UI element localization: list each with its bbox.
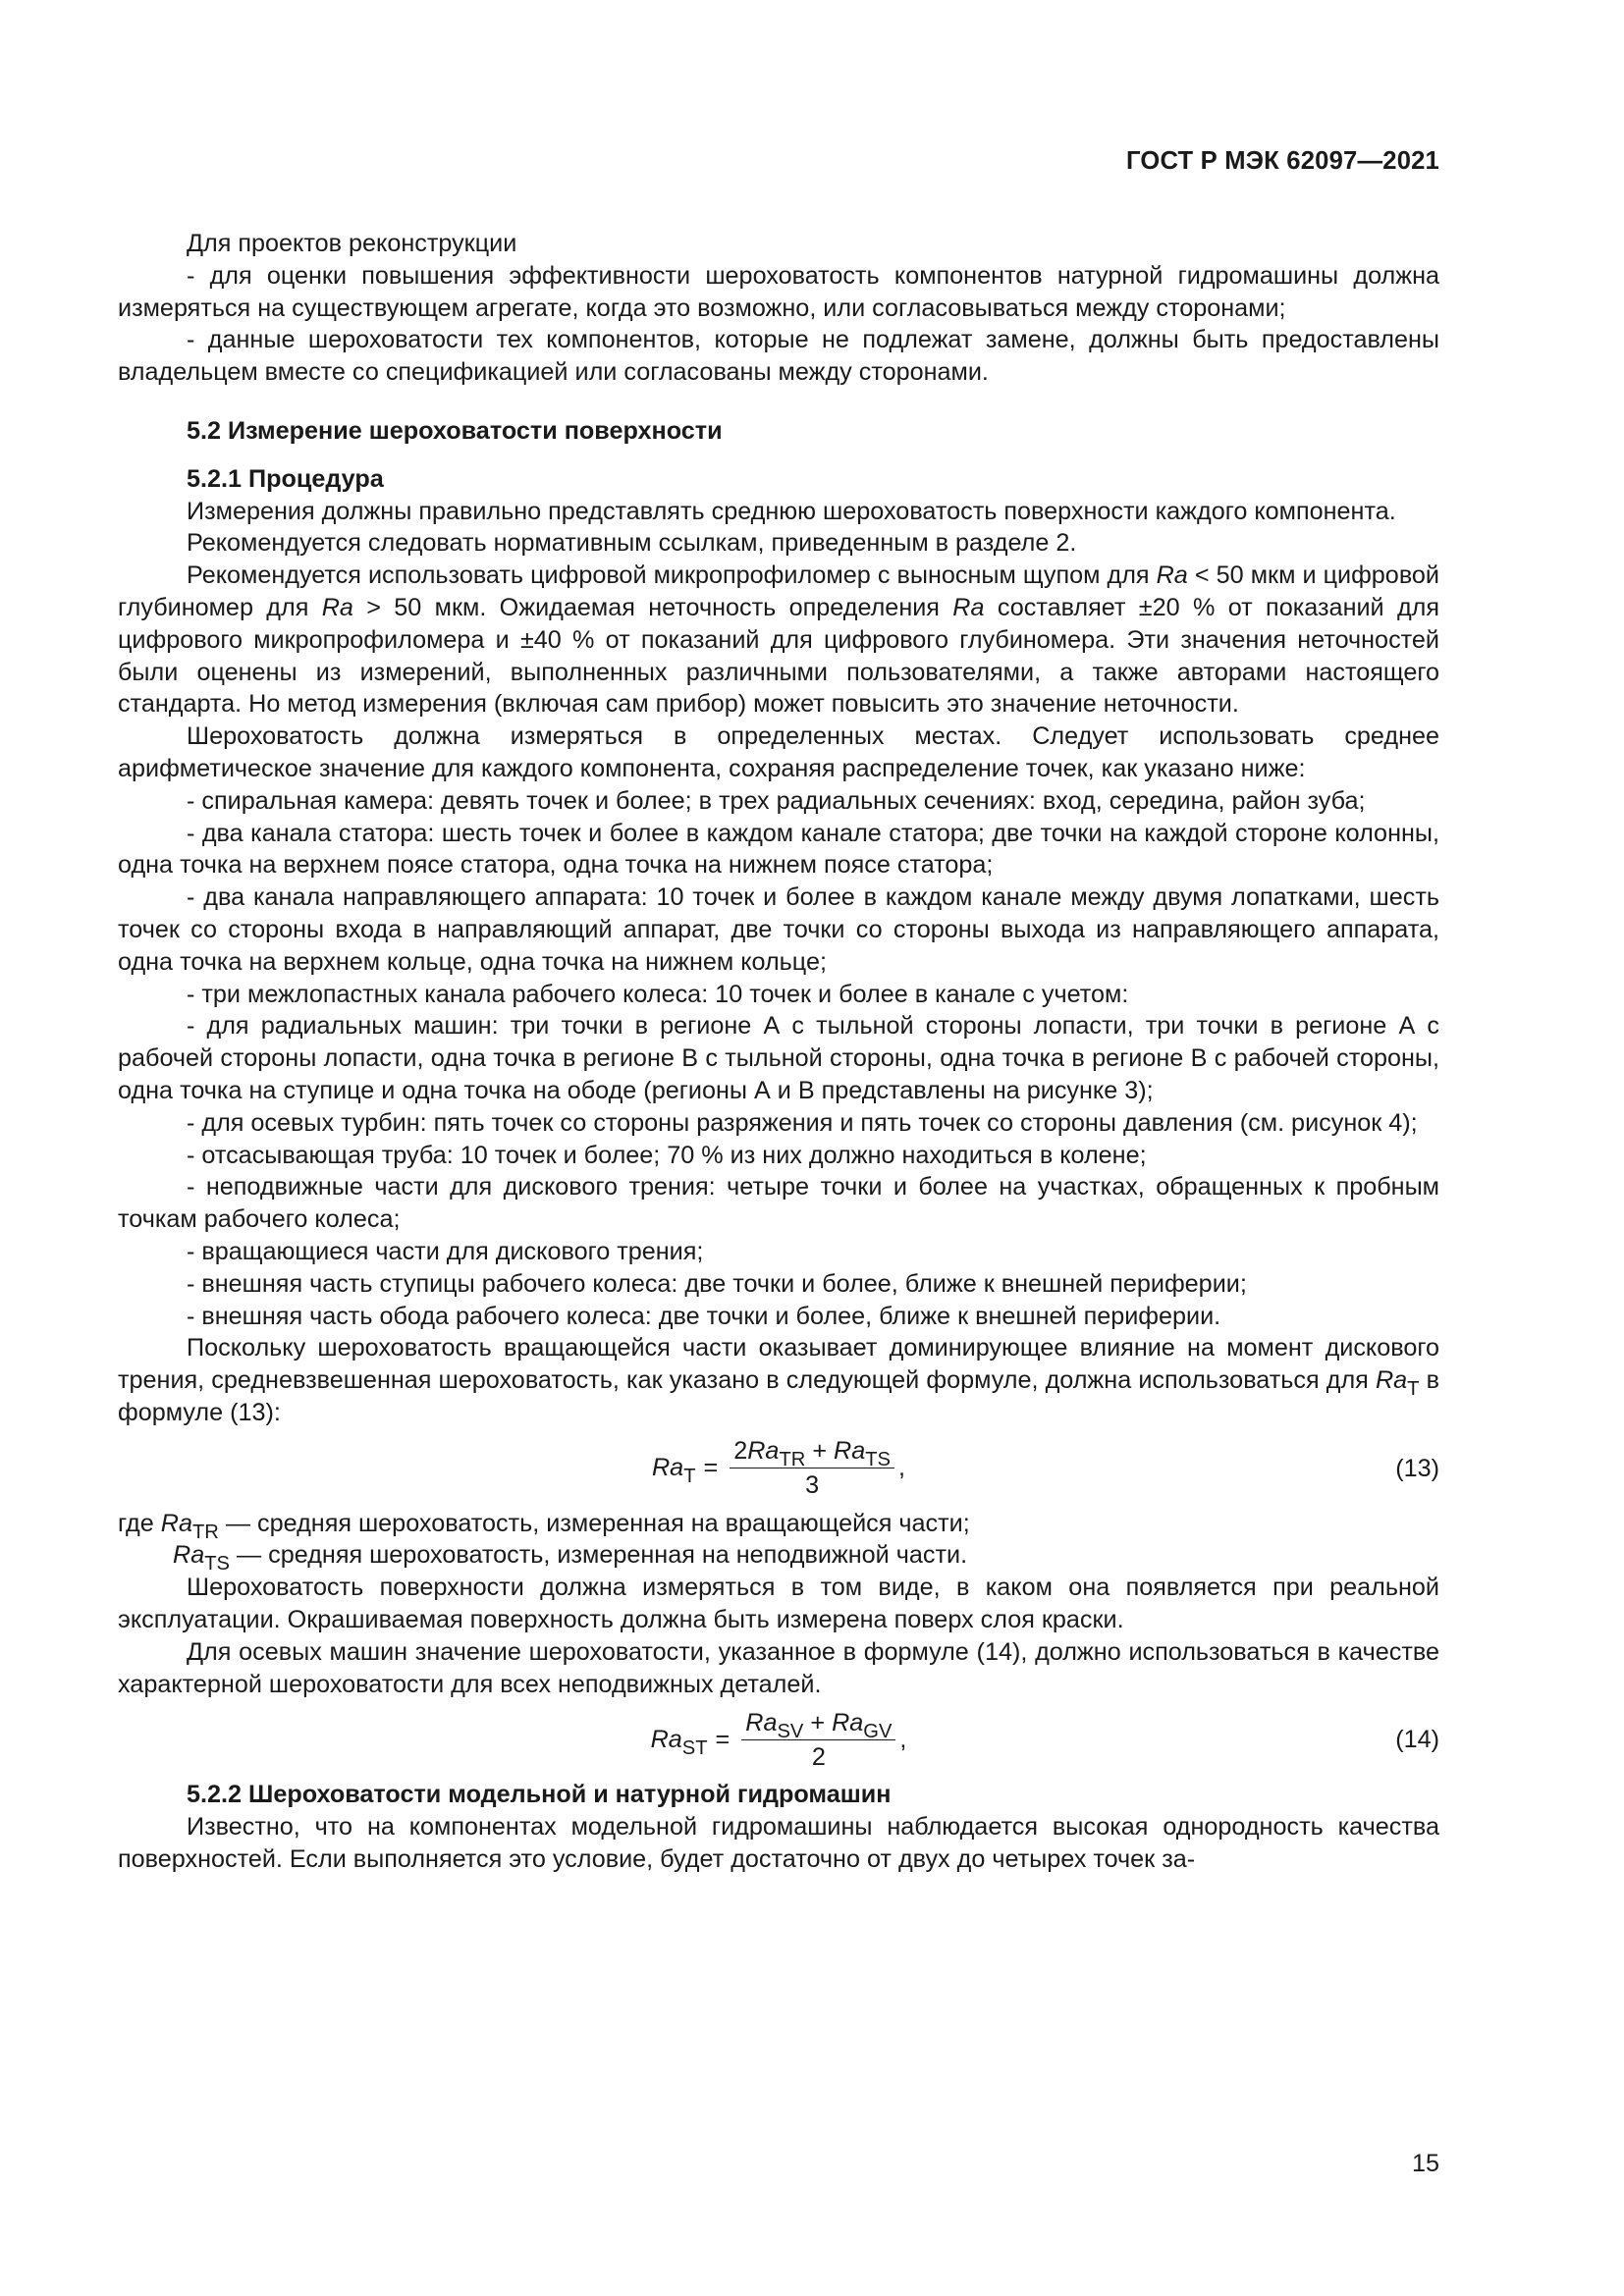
list-item: - два канала направляющего аппарата: 10 точек и более в каждом канале между двумя лопатками, шесть точек со стороны входа в направляющий аппарат, две точки со стороны выхода из направляющего аппарата, одна точка на верхнем кольце, одна точка на нижнем кольце; bbox=[118, 883, 1439, 976]
paragraph: Рекомендуется следовать нормативным ссылкам, приведенным в разделе 2. bbox=[187, 529, 1077, 558]
list-item: - внешняя часть ступицы рабочего колеса: две точки и более, ближе к внешней периферии; bbox=[187, 1269, 1247, 1298]
section-heading-5-2: 5.2 Измерение шероховатости поверхности bbox=[187, 416, 723, 445]
section-heading-5-2-1: 5.2.1 Процедура bbox=[187, 464, 384, 493]
paragraph-instruments: Рекомендуется использовать цифровой микропрофиломер с выносным щупом для Ra < 50 мкм и цифровой глубиномер для Ra > 50 мкм. Ожидаемая неточность определения Ra составляет ±20 % от показаний для цифрового микропрофиломера и ±40 % от показаний для цифрового глубиномера. Эти значения неточностей были оценены из измерений, выполненных различными пользователями, а также авторами настоящего стандарта. Но метод измерения (включая сам прибор) может повысить это значение неточности. bbox=[118, 561, 1439, 719]
paragraph-disk-friction: Поскольку шероховатость вращающейся части оказывает доминирующее влияние на момент дискового трения, средневзвешенная шероховатость, как указано в следующей формуле, должна использоваться для $Ra_T$ в формуле (13): bbox=[118, 1334, 1439, 1426]
list-item: - для радиальных машин: три точки в регионе А с тыльной стороны лопасти, три точки в регионе А с рабочей стороны лопасти, одна точка в регионе В с тыльной стороны, одна точка в регионе В с рабочей стороны, одна точка на ступице и одна точка на ободе (регионы А и В представлены на рисунке 3); bbox=[118, 1012, 1439, 1104]
where-definition: $Ra_{TS}$ — средняя шероховатость, измеренная на неподвижной части. bbox=[173, 1541, 968, 1575]
list-item: - три межлопастных канала рабочего колеса: 10 точек и более в канале с учетом: bbox=[187, 980, 1129, 1008]
list-item: - неподвижные части для дискового трения: четыре точки и более на участках, обращенных к пробным точкам рабочего колеса; bbox=[118, 1173, 1439, 1234]
section-heading-5-2-2: 5.2.2 Шероховатости модельной и натурной гидромашин bbox=[187, 1781, 892, 1809]
paragraph: Для проектов реконструкции bbox=[187, 230, 517, 257]
paragraph: - для оценки повышения эффективности шероховатость компонентов натурной гидромашины должна измеряться на существующем агрегате, когда это возможно, или согласовываться между сторонами; bbox=[118, 261, 1439, 322]
paragraph: Шероховатость должна измеряться в определенных местах. Следует использовать среднее арифметическое значение для каждого компонента, сохраняя распределение точек, как указано ниже: bbox=[118, 722, 1439, 782]
paragraph: Измерения должны правильно представлять среднюю шероховатость поверхности каждого компонента. bbox=[187, 497, 1396, 525]
document-body bbox=[118, 228, 1439, 1876]
paragraph: Известно, что на компонентах модельной гидромашины наблюдается высокая однородность качества поверхностей. Если выполняется это условие, будет достаточно от двух до четырех точек за- bbox=[118, 1813, 1439, 1874]
list-item: - два канала статора: шесть точек и более в каждом канале статора; две точки на каждой стороне колонны, одна точка на верхнем поясе статора, одна точка на нижнем поясе статора; bbox=[118, 819, 1439, 880]
page-number: 15 bbox=[1411, 2150, 1439, 2177]
formula-number: (13) bbox=[1395, 1454, 1439, 1482]
paragraph: Шероховатость поверхности должна измеряться в том виде, в каком она появляется при реальной эксплуатации. Окрашиваемая поверхность должна быть измерена поверх слоя краски. bbox=[118, 1574, 1439, 1634]
where-definition: где $Ra_{TR}$ — средняя шероховатость, измеренная на вращающейся части; bbox=[118, 1509, 970, 1543]
formula-number: (14) bbox=[1395, 1726, 1439, 1754]
paragraph: Для осевых машин значение шероховатости, указанное в формуле (14), должно использоваться в качестве характерной шероховатости для всех неподвижных деталей. bbox=[118, 1637, 1439, 1698]
list-item: - внешняя часть обода рабочего колеса: две точки и более, ближе к внешней периферии. bbox=[187, 1302, 1221, 1330]
formula-13: $Ra_T$ = $\frac{2Ra_{TR} + Ra_{TS}}{3}$ , (13) bbox=[651, 1437, 1439, 1500]
list-item: - отсасывающая труба: 10 точек и более; 70 % из них должно находиться в колене; bbox=[187, 1141, 1147, 1169]
formula-14: $Ra_{ST}$ = $\frac{Ra_{SV} + Ra_{GV}}{2}$ , (14) bbox=[650, 1708, 1439, 1771]
list-item: - вращающиеся части для дискового трения; bbox=[187, 1237, 704, 1265]
list-item: - спиральная камера: девять точек и более; в трех радиальных сечениях: вход, середина, район зуба; bbox=[187, 786, 1366, 815]
paragraph: - данные шероховатости тех компонентов, которые не подлежат замене, должны быть предоставлены владельцем вместе со спецификацией или согласованы между сторонами. bbox=[118, 326, 1439, 387]
list-item: - для осевых турбин: пять точек со стороны разряжения и пять точек со стороны давления (см. рисунок 4); bbox=[187, 1108, 1418, 1137]
document-header: ГОСТ Р МЭК 62097—2021 bbox=[1125, 147, 1439, 175]
